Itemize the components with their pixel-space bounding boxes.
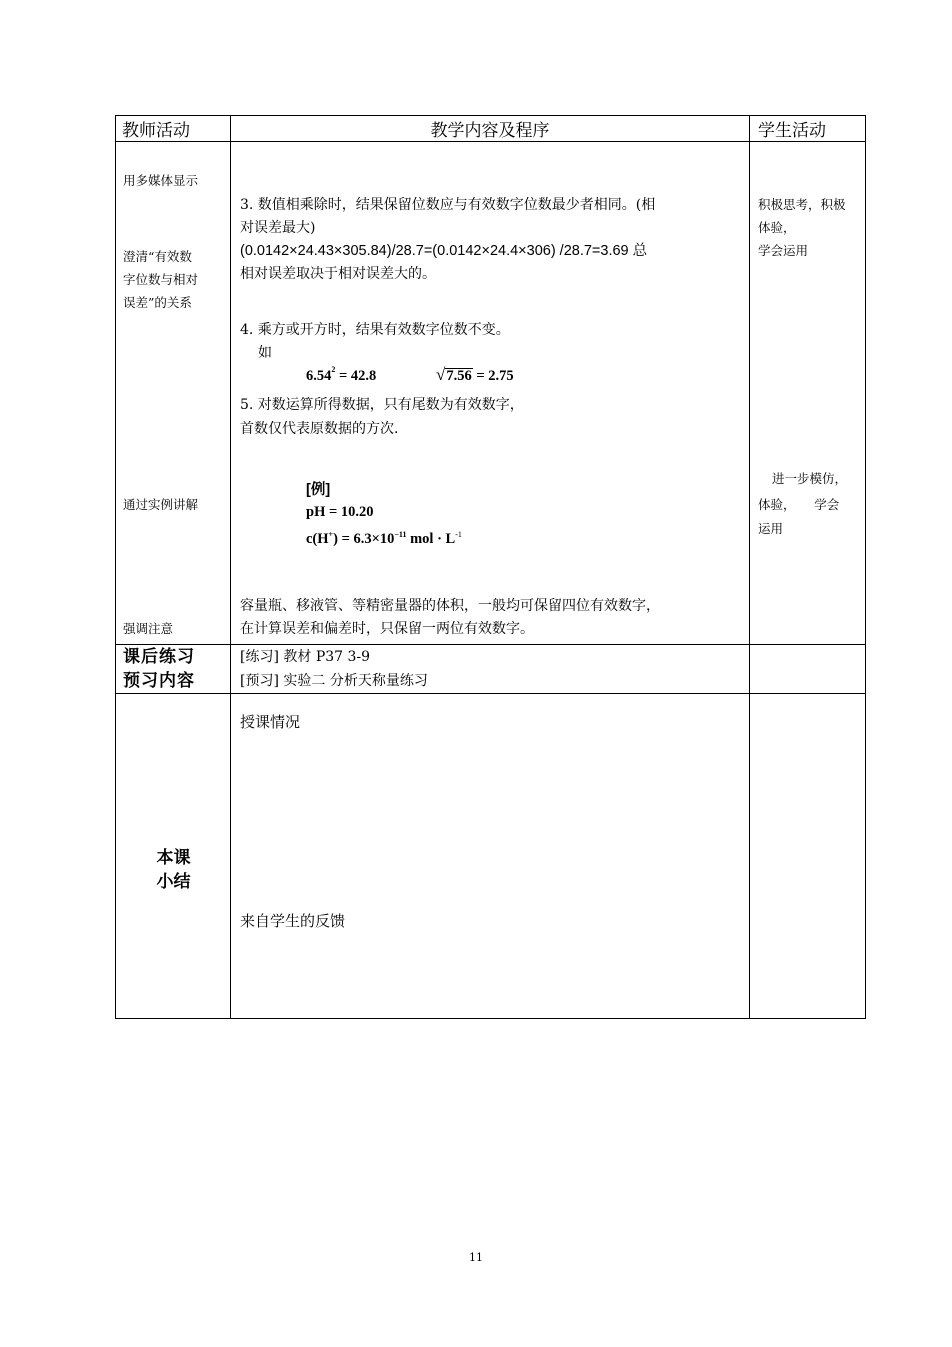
rule4-example-label: 如 — [258, 345, 272, 361]
summary-label — [116, 846, 231, 894]
homework-row — [116, 645, 866, 694]
conc-exponent: −11 — [394, 530, 407, 539]
conc-plus: + — [328, 530, 334, 539]
summary-teaching-status: 授课情况 — [240, 714, 301, 731]
conc-mid: ) = 6.3×10 — [333, 530, 395, 547]
homework-content-cell — [231, 645, 750, 694]
header-teaching-content: 教学内容及程序 — [231, 116, 750, 142]
sqrt-example — [436, 365, 514, 385]
main-content-row — [116, 142, 866, 645]
square-exponent: 2 — [331, 365, 336, 374]
homework-label-cell — [116, 645, 231, 694]
lesson-plan-table — [115, 115, 866, 1019]
student-note-think-2: 体验， — [758, 220, 796, 235]
summary-student-feedback: 来自学生的反馈 — [240, 913, 346, 930]
rule3-line2: 对误差最大) — [240, 220, 316, 236]
teaching-content-cell — [231, 142, 750, 645]
summary-row — [116, 694, 866, 1019]
summary-label-line2: 小结 — [156, 872, 191, 891]
rule4-text: 4. 乘方或开方时，结果有效数字位数不变。 — [240, 322, 510, 338]
volume-note-line1: 容量瓶、移液管、等精密量器的体积，一般均可保留四位有效数字， — [240, 598, 660, 614]
rule3-calculation: (0.0142×24.43×305.84)/28.7=(0.0142×24.4×306) /28.7=3.69 总 — [240, 243, 648, 259]
rule3-line4: 相对误差取决于相对误差大的。 — [240, 266, 436, 282]
square-result: = 42.8 — [335, 367, 377, 384]
homework-label-preview: 预习内容 — [123, 671, 195, 690]
homework-preview: [预习] 实验二 分析天称量练习 — [240, 673, 428, 689]
homework-practice: [练习] 教材 P37 3-9 — [240, 649, 371, 665]
homework-student-cell — [750, 645, 866, 694]
summary-label-line1: 本课 — [156, 848, 191, 867]
summary-content-cell — [231, 694, 750, 1019]
teacher-note-multimedia: 用多媒体显示 — [123, 173, 199, 188]
student-note-imitate-3: 运用 — [758, 521, 784, 536]
header-teacher-activity: 教师活动 — [116, 116, 231, 142]
rule5-line2: 首数仅代表原数据的方次. — [240, 421, 399, 437]
homework-label-practice: 课后练习 — [123, 647, 195, 666]
teacher-note-clarify-2: 字位数与相对 — [123, 272, 199, 287]
teacher-note-examples: 通过实例讲解 — [123, 497, 199, 512]
student-note-think-1: 积极思考，积极 — [758, 197, 846, 212]
student-note-imitate-2: 体验， 学会 — [758, 497, 840, 512]
sqrt-result: = 2.75 — [472, 368, 514, 384]
teacher-note-clarify-3: 误差”的关系 — [123, 295, 192, 310]
square-example — [306, 367, 376, 385]
rule3-line1: 3. 数值相乘除时，结果保留位数应与有效数字位数最少者相同。(相 — [240, 197, 656, 213]
header-student-activity: 学生活动 — [750, 116, 866, 142]
sqrt-radicand: 7.56 — [446, 368, 472, 384]
example-ph: pH = 10.20 — [306, 504, 374, 520]
student-note-think-3: 学会运用 — [758, 243, 809, 258]
volume-note-line2: 在计算误差和偏差时，只保留一两位有效数字。 — [240, 621, 534, 637]
teacher-note-emphasis: 强调注意 — [123, 621, 174, 636]
student-activity-cell — [750, 142, 866, 645]
student-note-imitate-1: 进一步模仿， — [772, 471, 848, 486]
conc-prefix: c(H — [306, 530, 329, 547]
rule5-line1: 5. 对数运算所得数据，只有尾数为有效数字， — [240, 397, 524, 413]
square-base: 6.54 — [306, 367, 332, 384]
summary-student-cell — [750, 694, 866, 1019]
summary-label-cell — [116, 694, 231, 1019]
header-row — [116, 116, 866, 142]
conc-unit-exponent: -1 — [455, 530, 462, 539]
page-number: 11 — [469, 1251, 483, 1264]
conc-unit: mol · L — [406, 530, 456, 547]
teacher-note-clarify-1: 澄清“有效数 — [123, 249, 192, 264]
teacher-activity-cell — [116, 142, 231, 645]
sqrt-radical-icon: √ — [436, 365, 446, 384]
example-concentration — [306, 530, 462, 548]
example-label: [例] — [306, 482, 331, 498]
